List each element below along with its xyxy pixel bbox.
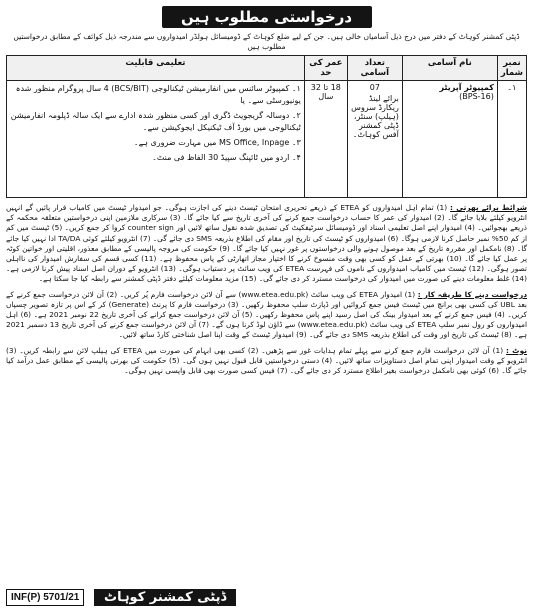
vacancy-table (6, 55, 527, 198)
apply-section (6, 290, 527, 341)
terms-heading: شرائط برائے بھرتی : (450, 203, 528, 212)
note-section (6, 346, 527, 377)
apply-body: (1) امیدوار ETEA کی ویب سائٹ (www.etea.edu.pk) سے آن لائن درخواست فارم پُر کریں۔ (2) آن لائن درخواست جمع کرنے کے بعد UBL کی کسی بھی برانچ میں ٹیسٹ فیس جمع کروائیں اور ڈپازٹ سلپ محفوظ رکھیں۔ (3) درخواست فارم کا پرنٹ (Generate) کر کے اس پر تازہ تصویر چسپاں کریں۔ (4) فیس جمع کرنے کے بعد امیدوار بینک کی اصل رسید اپنے پاس محفوظ رکھیں۔ (5) آن لائن درخواست جمع کرانے کی آخری تاریخ 22 نومبر 2021 ہے۔ (6) اہل امیدواروں کو رول نمبر سلپ ETEA کی ویب سائٹ (www.etea.edu.pk) سے ڈاؤن لوڈ کرنا ہوں گے۔ (7) آن لائن درخواست جمع کرنے کی آخری تاریخ 13 دسمبر 2021 ہے۔ (8) ٹیسٹ کی تاریخ اور وقت کی اطلاع بذریعہ SMS دی جائے گی۔ (9) امیدوار ٹیسٹ کے وقت اپنا اصل شناختی کارڈ ساتھ لائیں۔ (6, 289, 527, 340)
post-count-value: 07 (369, 83, 380, 92)
qualification-line-2: ۲۔ دوسالہ گریجویٹ ڈگری اور کسی منظور شدہ ادارے سے ایک سالہ ڈپلومہ انفارمیشن ٹیکنالوجی میں بورڈ آف ٹیکنیکل ایجوکیشن سے۔ (10, 111, 301, 132)
row-serial: ۱۔ (497, 81, 526, 198)
header-post-name: نام آسامی (402, 56, 497, 81)
row-age-limit: 18 تا 32 سال (304, 81, 347, 198)
qualification-line-1: ۱۔ کمپیوٹر سائنس میں انفارمیشن ٹیکنالوجی (BCS/BIT) 4 سال پروگرام منظور شدہ یونیورسٹی سے۔ یا (15, 84, 301, 105)
footer (6, 586, 527, 606)
row-qualification (7, 81, 305, 198)
qualification-line-4: ۴۔ اردو میں ٹائپنگ سپیڈ 30 الفاظ فی منٹ۔ (152, 153, 301, 162)
table-row (7, 81, 527, 198)
intro-paragraph: ڈپٹی کمشنر کوہاٹ کے دفتر میں درج ذیل آسامیاں خالی ہیں۔ جن کے لیے ضلع کوہاٹ کے ڈومیسائل ہولڈر امیدواروں سے مندرجہ ذیل کوائف کے مطابق درخواستیں مطلوب ہیں (13, 32, 520, 51)
row-post-count (347, 81, 402, 198)
row-post-name (402, 81, 497, 198)
header-serial: نمبر شمار (497, 56, 526, 81)
post-title: کمپیوٹر آپریٹر (439, 83, 494, 92)
terms-section (6, 203, 527, 285)
table-header-row (7, 56, 527, 81)
qualification-line-3: ۳۔ MS Office, Inpage میں مہارت ضروری ہے۔ (133, 138, 301, 147)
post-scale: (BPS-16) (459, 92, 494, 101)
header-age-limit: عمر کی حد (304, 56, 347, 81)
inf-code: INF(P) 5701/21 (6, 589, 84, 606)
advertisement-banner: درخواستی مطلوب ہیں (162, 6, 372, 28)
terms-body: (1) تمام اہل امیدواروں کو ETEA کے ذریعے تحریری امتحان ٹیسٹ دینے کی اجازت ہوگی۔ جو امیدوار ٹیسٹ میں کامیاب قرار پائیں گے انہیں انٹرویو کیلئے بلایا جائے گا۔ (2) امیدوار کی عمر کا حساب درخواست جمع کرنے کی آخری تاریخ سے کیا جائے گا۔ (3) سرکاری ملازمین اپنی درخواستیں متعلقہ محکمہ کے ذریعے بھجوائیں۔ (4) امیدوار اپنے اصل تعلیمی اسناد اور ڈومیسائل سرٹیفکیٹ کی تصدیق شدہ نقول ساتھ لائیں اور counter sign کروا کر جمع کریں۔ (5) ٹیسٹ میں کم از کم 50% نمبر حاصل کرنا لازمی ہوگا۔ (6) امیدواروں کو ٹیسٹ کی تاریخ اور مقام کی اطلاع بذریعہ SMS دی جائے گی۔ (7) انٹرویو کیلئے کوئی TA/DA ادا نہیں کیا جائے گا۔ (8) نامکمل اور مقررہ تاریخ کے بعد موصول ہونے والی درخواستوں پر غور نہیں کیا جائے گا۔ (9) حکومت کی مروجہ پالیسی کے مطابق معذور، اقلیتی اور خواتین کوٹہ پر عمل کیا جائے گا۔ (10) بھرتی کے عمل کو کسی بھی وقت منسوخ کرنے کا اختیار مجاز اتھارٹی کے پاس محفوظ ہے۔ (11) کسی قسم کی سفارش امیدوار کی نااہلی تصور ہوگی۔ (12) ٹیسٹ میں کامیاب امیدواروں کے ناموں کی فہرست ETEA کی ویب سائٹ پر دستیاب ہوگی۔ (13) انٹرویو کے دوران اصل اسناد پیش کرنا لازمی ہے۔ (14) غلط معلومات دینے کی صورت میں امیدوار کی درخواست مسترد کر دی جائے گی۔ (15) مزید معلومات کیلئے دفتر ڈپٹی کمشنر سے رابطہ کیا جا سکتا ہے۔ (6, 203, 527, 284)
note-heading: نوٹ : (506, 345, 527, 355)
post-count-detail: برائے لینڈ ریکارڈ سروس (ہیلپ) سنٹر، ڈپٹی کمشنر آفس کوہاٹ۔ (351, 94, 399, 139)
apply-heading: درخواست دینے کا طریقہ کار : (417, 289, 527, 299)
issuer-signature-box: ڈپٹی کمشنر کوہاٹ (94, 589, 236, 606)
header-post-count: تعداد آسامی (347, 56, 402, 81)
note-body: (1) آن لائن درخواست فارم جمع کرنے سے پہلے تمام ہدایات غور سے پڑھیں۔ (2) کسی بھی ابہام کی صورت میں ETEA کی ہیلپ لائن سے رابطہ کریں۔ (3) انٹرویو کے وقت امیدوار اپنی تمام اصل دستاویزات ساتھ لائیں۔ (4) دستی درخواستیں قابل قبول نہیں ہوں گی۔ (5) حکومت کی بھرتی پالیسی کے مطابق عمل درآمد کیا جائے گا۔ (6) کوئی بھی نامکمل درخواست بغیر اطلاع مسترد کر دی جائے گی۔ (7) فیس کسی صورت بھی قابل واپسی نہیں ہوگی۔ (6, 345, 528, 376)
header-qualification: تعلیمی قابلیت (7, 56, 305, 81)
